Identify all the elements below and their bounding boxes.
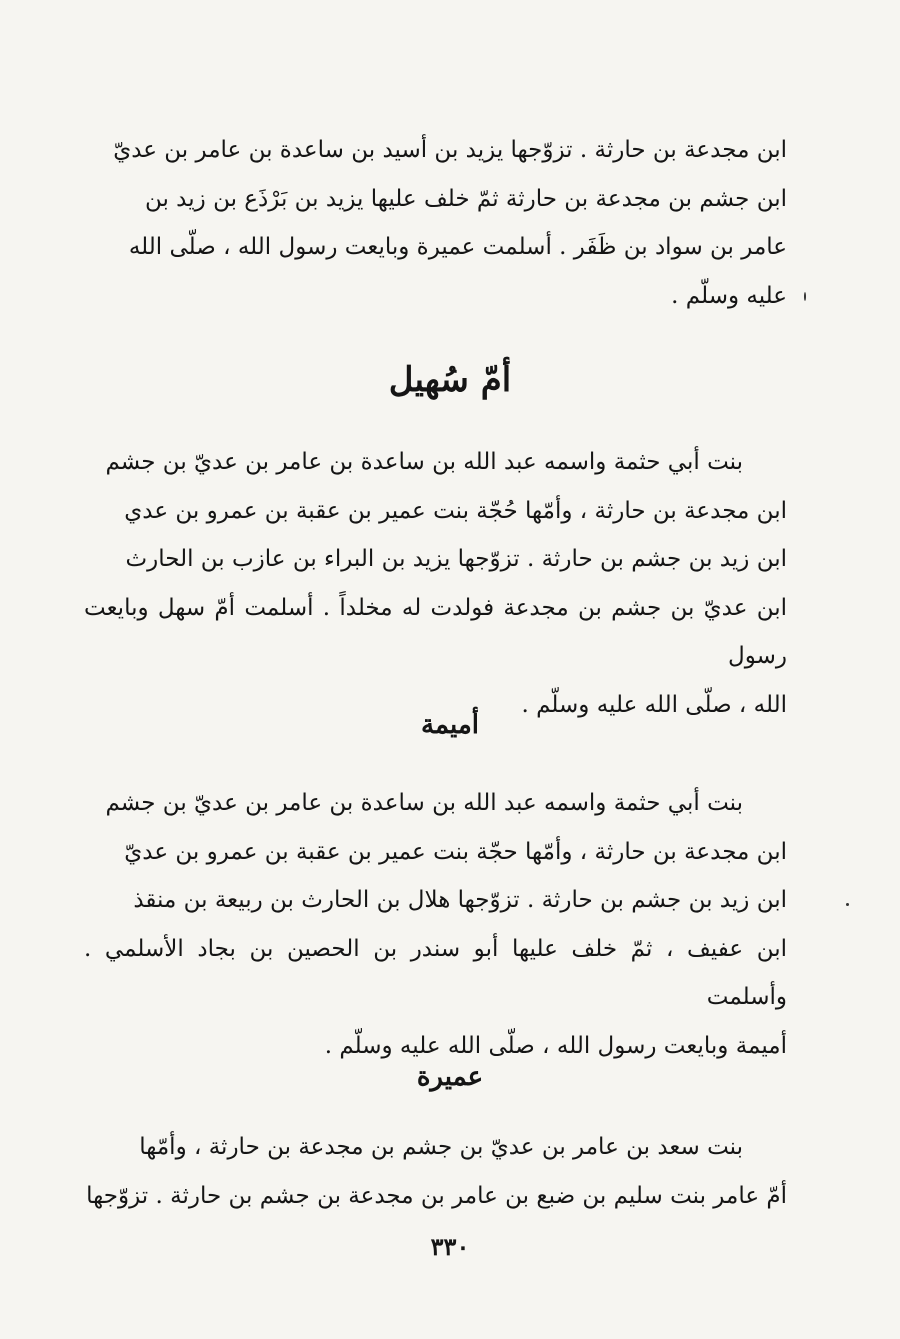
text-line: ابن مجدعة بن حارثة ، وأمّها حجّة بنت عمير بن عقبة بن عمرو بن عديّ xyxy=(124,838,787,865)
text-line: أمّ عامر بنت سليم بن ضبع بن عامر بن مجدعة بن جشم بن حارثة . تزوّجها xyxy=(86,1182,787,1209)
section-paragraph-umayrah xyxy=(84,1123,787,1220)
section-paragraph-umm-suhayl xyxy=(84,438,787,729)
text-line: عليه وسلّم . xyxy=(671,282,787,309)
section-title-umayrah: عميرة xyxy=(416,1062,484,1092)
section-paragraph-umaymah xyxy=(84,779,787,1070)
text-line: ابن زيد بن جشم بن حارثة . تزوّجها هلال بن الحارث بن ربيعة بن منقذ xyxy=(133,887,787,913)
text-line: عامر بن سواد بن ظَفَر . أسلمت عميرة وبايعت رسول الله ، صلّى الله xyxy=(128,234,787,260)
section-title-umaymah: أميمة xyxy=(421,710,479,740)
scan-speck xyxy=(846,903,849,906)
text-line: بنت أبي حثمة واسمه عبد الله بن ساعدة بن عامر بن عديّ بن جشم xyxy=(105,449,743,475)
text-line: الله ، صلّى الله عليه وسلّم . xyxy=(521,691,787,718)
page-number: ٣٣٠ xyxy=(430,1232,470,1261)
text-line: بنت سعد بن عامر بن عديّ بن جشم بن مجدعة بن حارثة ، وأمّها xyxy=(139,1134,743,1160)
text-line: ابن مجدعة بن حارثة ، وأمّها حُجّة بنت عمير بن عقبة بن عمرو بن عدي xyxy=(124,497,787,524)
text-line: ابن مجدعة بن حارثة . تزوّجها يزيد بن أسيد بن ساعدة بن عامر بن عديّ xyxy=(113,137,787,163)
text-line: ابن عديّ بن جشم بن مجدعة فولدت له مخلداً . أسلمت أمّ سهل وبايعت رسول xyxy=(84,594,787,669)
text-line: ابن عفيف ، ثمّ خلف عليها أبو سندر بن الحصين بن بجاد الأسلمي . وأسلمت xyxy=(84,935,787,1010)
text-line: ابن زيد بن جشم بن حارثة . تزوّجها يزيد بن البراء بن عازب بن الحارث xyxy=(125,546,787,572)
text-line: بنت أبي حثمة واسمه عبد الله بن ساعدة بن عامر بن عديّ بن جشم xyxy=(105,790,743,816)
continuation-paragraph xyxy=(84,126,787,320)
text-line: ابن جشم بن مجدعة بن حارثة ثمّ خلف عليها يزيد بن بَرْذَع بن زيد بن xyxy=(144,185,787,212)
text-line: أميمة وبايعت رسول الله ، صلّى الله عليه وسلّم . xyxy=(324,1032,787,1059)
scan-speck xyxy=(804,292,806,301)
section-title-umm-suhayl: أمّ سُهيل xyxy=(388,360,512,400)
